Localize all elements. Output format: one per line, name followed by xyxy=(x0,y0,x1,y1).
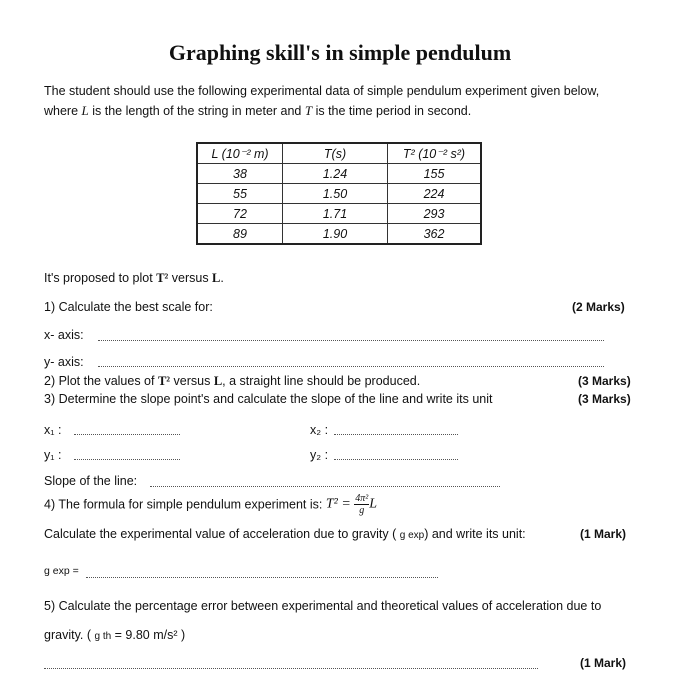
x-axis-label: x- axis: xyxy=(44,328,84,342)
table-row xyxy=(197,184,481,204)
y2-answer-line[interactable] xyxy=(334,459,458,460)
slope-label: Slope of the line: xyxy=(44,474,138,488)
question-4-calc-text: ) and write its unit: xyxy=(424,527,526,541)
proposal-text: . xyxy=(220,271,224,285)
question-4-calc xyxy=(44,527,526,541)
question-2-text: , a straight line should be produced. xyxy=(222,374,421,388)
slope-answer-line[interactable] xyxy=(150,486,500,487)
question-4-text: 4) The formula for simple pendulum experiment is: xyxy=(44,497,326,512)
intro-line-1: The student should use the following experimental data of simple pendulum experiment given below, xyxy=(44,84,600,98)
y2-label: y₂ : xyxy=(310,448,329,462)
table-row xyxy=(197,224,481,245)
symbol-T-squared: T² xyxy=(156,271,169,285)
question-2 xyxy=(44,374,420,389)
symbol-T-squared: T² xyxy=(157,374,171,388)
y-axis-label: y- axis: xyxy=(44,355,84,369)
table-cell: 89 xyxy=(197,224,283,245)
question-2-marks: (3 Marks) xyxy=(578,374,631,388)
page-title: Graphing skill's in simple pendulum xyxy=(168,40,512,65)
x-axis-answer-line[interactable] xyxy=(98,340,604,341)
table-cell: 1.24 xyxy=(283,164,388,184)
proposal-text: It's proposed to plot xyxy=(44,271,157,285)
proposal-line xyxy=(44,271,224,286)
table-cell: 38 xyxy=(197,164,283,184)
symbol-T: T xyxy=(304,103,313,118)
gexp-label: g exp = xyxy=(44,565,79,577)
formula-numerator: 4π² xyxy=(355,493,369,504)
intro-text xyxy=(44,82,644,121)
table-header-row xyxy=(197,143,481,164)
intro-text-part: where xyxy=(44,104,82,118)
symbol-L: L xyxy=(213,374,223,388)
question-4-marks: (1 Mark) xyxy=(580,527,627,541)
gexp-answer-line[interactable] xyxy=(86,577,438,578)
x1-label: x₁ : xyxy=(44,423,62,437)
table-cell: 1.71 xyxy=(283,204,388,224)
question-1: 1) Calculate the best scale for: xyxy=(44,300,213,314)
formula-rhs: L xyxy=(369,496,378,512)
intro-line-2 xyxy=(44,101,644,121)
y1-label: y₁ : xyxy=(44,448,62,462)
table-row xyxy=(197,164,481,184)
col-header-period-squared: T² (10⁻² s²) xyxy=(388,143,482,164)
symbol-g-exp: g exp xyxy=(399,530,425,541)
table-cell: 293 xyxy=(388,204,482,224)
table-cell: 72 xyxy=(197,204,283,224)
data-table xyxy=(196,142,482,245)
intro-text-part: is the length of the string in meter and xyxy=(88,104,305,118)
x2-label: x₂ : xyxy=(310,423,329,437)
question-5-line-1: 5) Calculate the percentage error between experimental and theoretical values of acceleration due to xyxy=(44,599,602,613)
symbol-L: L xyxy=(81,103,89,118)
symbol-g-th: g th xyxy=(94,631,112,642)
question-5-marks: (1 Mark) xyxy=(580,656,627,670)
formula-denominator: g xyxy=(359,505,365,516)
x1-answer-line[interactable] xyxy=(74,434,180,435)
question-3-marks: (3 Marks) xyxy=(578,392,631,406)
formula-lhs: T² = xyxy=(325,496,351,512)
question-2-text: versus xyxy=(170,374,214,388)
y1-answer-line[interactable] xyxy=(74,459,180,460)
table-cell: 362 xyxy=(388,224,482,245)
proposal-text: versus xyxy=(168,271,213,285)
question-4 xyxy=(44,493,377,519)
table-cell: 1.50 xyxy=(283,184,388,204)
question-5-text: gravity. ( xyxy=(44,628,95,642)
col-header-period: T(s) xyxy=(283,143,388,164)
question-1-marks: (2 Marks) xyxy=(572,300,625,314)
y-axis-answer-line[interactable] xyxy=(98,366,604,367)
question-4-calc-text: Calculate the experimental value of acceleration due to gravity ( xyxy=(44,527,400,541)
symbol-L: L xyxy=(212,271,221,285)
question-5-answer-line[interactable] xyxy=(44,668,538,669)
question-5-text: = 9.80 m/s² ) xyxy=(111,628,186,642)
intro-text-part: is the time period in second. xyxy=(312,104,472,118)
table-cell: 224 xyxy=(388,184,482,204)
table-row xyxy=(197,204,481,224)
question-5-line-2 xyxy=(44,628,185,642)
question-3: 3) Determine the slope point's and calculate the slope of the line and write its unit xyxy=(44,392,493,406)
table-cell: 1.90 xyxy=(283,224,388,245)
x2-answer-line[interactable] xyxy=(334,434,458,435)
table-cell: 155 xyxy=(388,164,482,184)
question-2-text: 2) Plot the values of xyxy=(44,374,158,388)
col-header-length: L (10⁻² m) xyxy=(197,143,283,164)
formula-fraction xyxy=(354,493,369,516)
table-cell: 55 xyxy=(197,184,283,204)
